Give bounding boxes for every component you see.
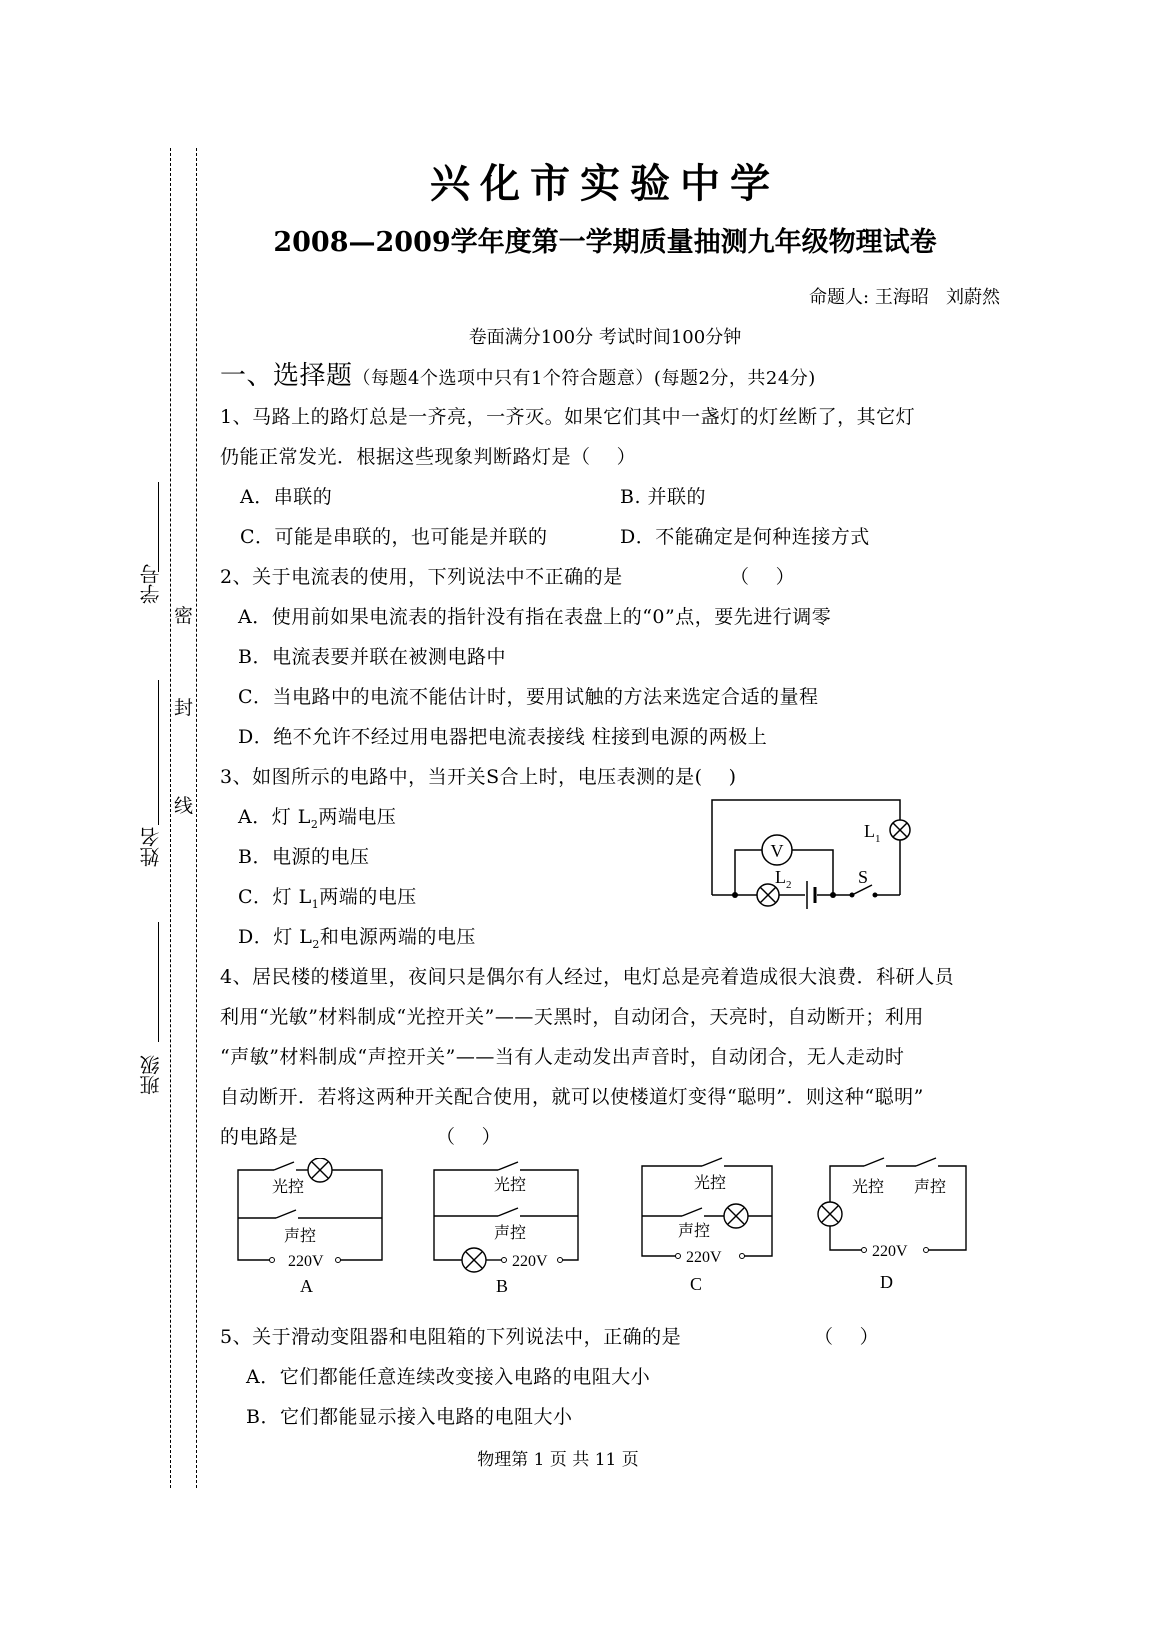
- q4-circuit-c: [636, 1152, 786, 1292]
- q4d-voltage-label: 220V: [872, 1243, 908, 1260]
- name-underline: [158, 680, 159, 825]
- q2-stem: 2、关于电流表的使用，下列说法中不正确的是: [220, 566, 623, 588]
- q4a-sound-switch: [276, 1210, 296, 1218]
- q3-l1-sub: 1: [875, 833, 881, 845]
- q4-line2: 利用“光敏”材料制成“光控开关”——天黑时，自动闭合，天亮时，自动断开；利用: [220, 1006, 924, 1028]
- q3-l2-label: [775, 867, 792, 891]
- q3-a-sub: 2: [310, 817, 319, 831]
- q4d-sound-switch: [916, 1158, 936, 1166]
- q4-line1: 4、居民楼的楼道里，夜间只是偶尔有人经过，电灯总是亮着造成很大浪费．科研人员: [220, 966, 955, 988]
- q3-circuit-diagram: [700, 795, 930, 925]
- q4d-label: D: [880, 1272, 893, 1292]
- q4a-sound-label: 声控: [284, 1228, 317, 1245]
- q4-circuit-d: [816, 1152, 976, 1292]
- q4-line4: 自动断开．若将这两种开关配合使用，就可以使楼道灯变得“聪明”．则这种“聪明”: [220, 1086, 924, 1108]
- q4c-light-switch: [702, 1158, 722, 1166]
- binding-line-inner: [196, 148, 197, 1488]
- q2-option-d: D．绝不允许不经过用电器把电流表接线 柱接到电源的两极上: [238, 726, 768, 748]
- q4b-sound-switch: [498, 1208, 518, 1216]
- q3-outer-wire: [712, 800, 900, 895]
- q2-option-b: B．电流表要并联在被测电路中: [238, 646, 506, 668]
- q4d-sound-label: 声控: [914, 1179, 947, 1196]
- q3-a-prefix: A．灯 L: [238, 806, 311, 828]
- q3-c-prefix: C．灯 L: [238, 886, 312, 908]
- q5-option-a: A．它们都能任意连续改变接入电路的电阻大小: [246, 1366, 651, 1388]
- page-footer: 物理第 1 页 共 11 页: [477, 1450, 639, 1470]
- q3-c-suffix: 两端的电压: [319, 886, 417, 908]
- q4b-sound-label: 声控: [494, 1225, 527, 1242]
- q3-c-sub: 1: [311, 897, 320, 911]
- q2-paren: （ ）: [730, 566, 796, 588]
- q1-option-b: B. 并联的: [620, 486, 707, 508]
- q3-voltmeter-wire-right: [792, 850, 833, 895]
- q3-option-b: B．电源的电压: [238, 846, 370, 868]
- q1-line1: 1、马路上的路灯总是一齐亮，一齐灭。如果它们其中一盏灯的灯丝断了，其它灯: [220, 406, 916, 428]
- q3-stem: 3、如图所示的电路中，当开关S合上时，电压表测的是( ): [220, 766, 737, 788]
- q3-option-a: [238, 802, 396, 831]
- q4a-light-label: 光控: [272, 1179, 305, 1196]
- q1-option-d: D．不能确定是何种连接方式: [620, 526, 870, 548]
- exam-info: 卷面满分100分 考试时间100分钟: [468, 327, 742, 348]
- q3-d-sub: 2: [312, 937, 320, 951]
- q4d-light-switch: [864, 1158, 884, 1166]
- seal-mi: 密: [174, 598, 193, 631]
- binding-line-outer: [170, 148, 171, 1488]
- q5-stem: 5、关于滑动变阻器和电阻箱的下列说法中，正确的是: [220, 1326, 682, 1348]
- q4-circuit-b: [428, 1158, 588, 1298]
- q4-circuit-a: [232, 1158, 392, 1298]
- q4-line5: 的电路是: [220, 1126, 299, 1148]
- name-label: 姓名: [139, 827, 163, 867]
- exam-title: 2008—2009学年度第一学期质量抽测九年级物理试卷: [273, 227, 937, 258]
- q4-line3: “声敏”材料制成“声控开关”——当有人走动发出声音时，自动闭合，无人走动时: [220, 1046, 905, 1068]
- q1-option-a: A．串联的: [240, 486, 333, 508]
- q4c-sound-label: 声控: [678, 1223, 711, 1240]
- q3-option-d: [238, 922, 476, 951]
- q4b-light-switch: [498, 1162, 518, 1170]
- q1-line2: 仍能正常发光．根据这些现象判断路灯是（ ）: [220, 446, 637, 468]
- section-note: （每题4个选项中只有1个符合题意）(每题2分，共24分): [352, 368, 816, 389]
- q4b-voltage-label: 220V: [512, 1253, 548, 1270]
- q4c-light-label: 光控: [694, 1175, 727, 1192]
- student-id-underline: [158, 482, 159, 572]
- school-name: 兴化市实验中学: [430, 160, 780, 207]
- class-underline: [158, 922, 159, 1042]
- q3-switch-label: S: [858, 867, 869, 887]
- q3-d-suffix: 和电源两端的电压: [319, 926, 476, 948]
- q3-voltmeter-wire-left: [735, 850, 762, 895]
- q4d-light-label: 光控: [852, 1179, 885, 1196]
- q1-option-c: C．可能是串联的，也可能是并联的: [240, 526, 548, 548]
- q4a-voltage-label: 220V: [288, 1253, 324, 1270]
- section-heading: [220, 355, 816, 392]
- q4b-light-label: 光控: [494, 1177, 527, 1194]
- section-title: 一、选择题: [220, 361, 353, 391]
- q4c-label: C: [690, 1274, 703, 1292]
- q3-option-c: [238, 882, 417, 911]
- class-label: 班级: [139, 1055, 163, 1095]
- q2-option-c: C．当电路中的电流不能估计时，要用试触的方法来选定合适的量程: [238, 686, 819, 708]
- q4a-label: A: [300, 1276, 313, 1296]
- q4c-voltage-label: 220V: [686, 1249, 722, 1266]
- student-id-label: 学号: [139, 564, 163, 604]
- exam-authors: 命题人: 王海昭 刘蔚然: [809, 287, 1000, 308]
- q3-l2-sub: 2: [786, 879, 792, 891]
- q3-l1-label: [864, 821, 881, 845]
- q3-voltmeter-label: V: [770, 841, 784, 861]
- q3-l1-letter: L: [864, 821, 875, 841]
- q3-d-prefix: D．灯 L: [238, 926, 313, 948]
- seal-xian: 线: [174, 788, 193, 821]
- q3-l2-letter: L: [775, 867, 786, 887]
- q4c-sound-switch: [682, 1208, 702, 1216]
- seal-feng: 封: [174, 690, 193, 723]
- q5-paren: （ ）: [814, 1326, 880, 1348]
- q2-option-a: A．使用前如果电流表的指针没有指在表盘上的“0”点，要先进行调零: [238, 606, 832, 628]
- q4a-light-switch: [274, 1162, 294, 1170]
- q3-a-suffix: 两端电压: [318, 806, 397, 828]
- q4-paren: （ ）: [436, 1126, 502, 1148]
- q5-option-b: B．它们都能显示接入电路的电阻大小: [246, 1406, 573, 1428]
- q4b-label: B: [496, 1276, 509, 1296]
